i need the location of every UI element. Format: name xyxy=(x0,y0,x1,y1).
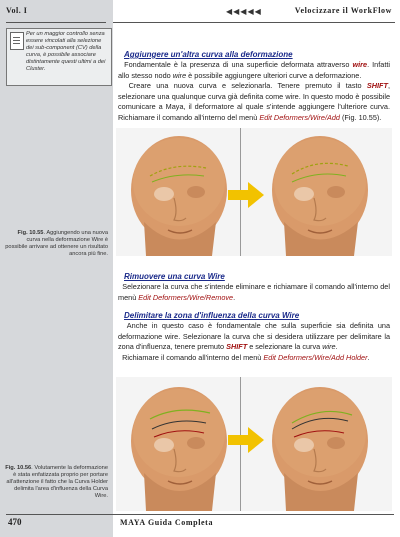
heading-add-curve: Aggiungere un'altra curva alla deformazione xyxy=(124,50,293,59)
footer-rule xyxy=(6,514,394,515)
side-note-text: Per un maggior controllo senza essere vincolati alla selezione dei sub-component (CV) della curva, è possibile associare distintamente questi ultimi a dei Cluster. xyxy=(26,31,106,72)
head-left-2 xyxy=(131,387,227,511)
side-note xyxy=(6,28,112,86)
head-left xyxy=(131,136,227,256)
figure-10-55 xyxy=(116,128,392,256)
caption-10-55: Fig. 10.55. Aggiungendo una nuova curva nella deformazione Wire è possibile arrivare ad ottenere un risultato ancora più fine. xyxy=(5,230,108,257)
header-rule xyxy=(113,22,395,23)
head-right-2 xyxy=(272,387,368,511)
paragraph-add-curve: Fondamentale è la presenza di una superficie deformata attraverso wire. Infatti allo stesso nodo wire è possibile aggiungere ulteriori curve a deformazione. Creare una nuova curva e selezionarla. Tenere premuto il tasto SHIFT, selezionare una qualunque curva già definita come wire. In questo modo è possibile comunicare a Maya, il deformatore al quale s'intende aggiungere l'ulteriore curva. Richiamare il comando all'interno del menù Edit Deformers/Wire/Add (Fig. 10.55). xyxy=(118,60,390,122)
paragraph-holder-curve: Anche in questo caso è fondamentale che sulla superficie sia definita una deformazione wire. Selezionare la curva che si desidera utilizzare per delimitare la zona d'influenza, tenere premuto SHIFT e selezionare la curva wire. Richiamare il comando all'interno del menù Edit Deformers/Wire/Add Holder. xyxy=(118,321,390,362)
volume-label: Vol. I xyxy=(6,6,28,15)
caption-10-56: Fig. 10.56. Volutamente la deformazione è stata enfatizzata proprio per portare all'attenzione il fatto che la Curva Holder delimita l'area d'influenza della Curva Wire. xyxy=(5,465,108,499)
figure-10-55-image xyxy=(116,128,392,256)
header-rule-left xyxy=(6,22,106,23)
paragraph-remove-curve: Selezionare la curva che s'intende eliminare e richiamare il comando all'interno del menù Edit Deformers/Wire/Remove. xyxy=(118,282,390,302)
nav-arrows-icon: ◀◀◀◀◀ xyxy=(226,7,262,16)
book-title: MAYA Guida Completa xyxy=(120,518,214,527)
head-right xyxy=(272,136,368,256)
page-number: 470 xyxy=(8,517,22,527)
note-icon xyxy=(10,32,24,50)
heading-remove-curve: Rimuovere una curva Wire xyxy=(124,272,225,281)
figure-10-56-image xyxy=(116,377,392,511)
heading-holder-curve: Delimitare la zona d'influenza della curva Wire xyxy=(124,311,300,320)
section-header-title: Velocizzare il WorkFlow xyxy=(294,6,392,15)
figure-10-56 xyxy=(116,377,392,511)
